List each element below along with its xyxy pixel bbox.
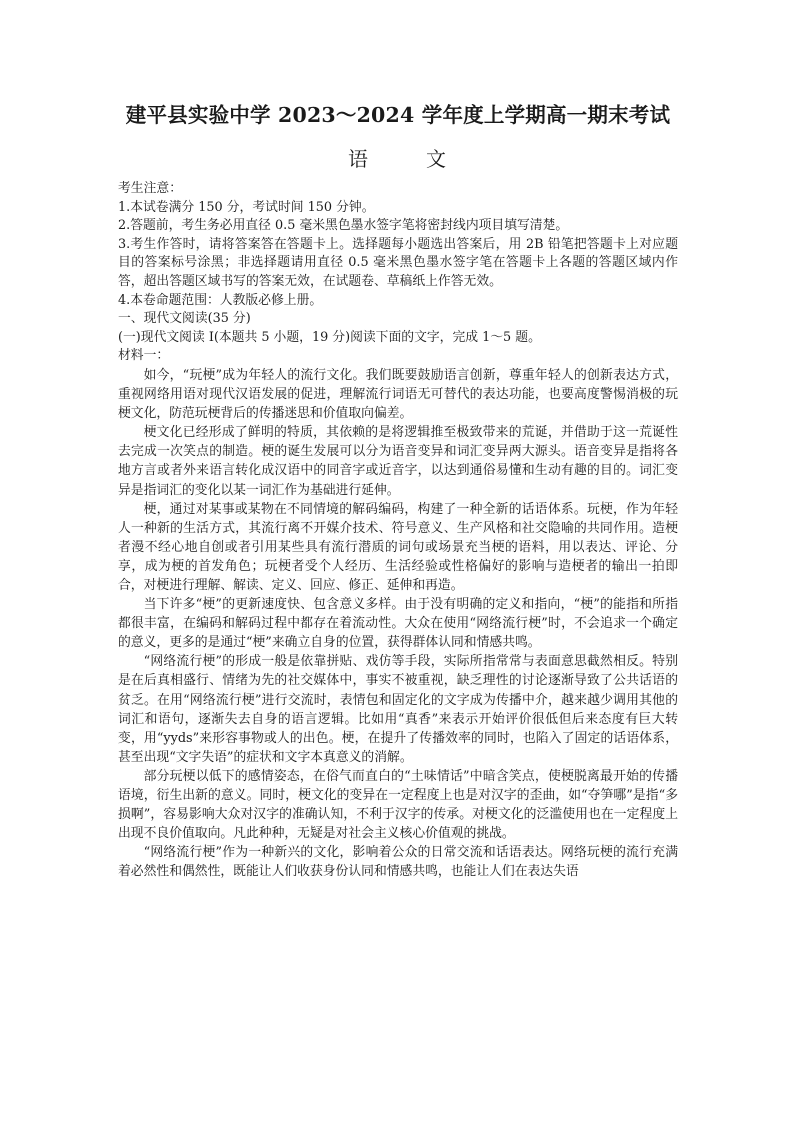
paragraph-1: 如今，“玩梗”成为年轻人的流行文化。我们既要鼓励语言创新，尊重年轻人的创新表达方式，重视网络用语对现代汉语发展的促进，理解流行词语无可替代的表达功能，也要高度警惕消极的玩梗文化，防范玩梗背后的传播迷思和价值取向偏差。 <box>118 367 678 422</box>
material-label: 材料一： <box>118 348 170 364</box>
subsection-title: (一)现代文阅读 Ⅰ(本题共 5 小题，19 分)阅读下面的文字，完成 1～5 题。 <box>118 329 541 345</box>
exam-page <box>118 102 678 881</box>
subject-title <box>118 146 678 172</box>
notice-heading: 考生注意： <box>118 181 182 196</box>
section-title: 一、现代文阅读(35 分) <box>118 311 251 327</box>
paragraph-3: 梗，通过对某事或某物在不同情境的解码编码，构建了一种全新的话语体系。玩梗，作为年轻人一种新的生活方式，其流行离不开媒介技术、符号意义、生产风格和社交隐喻的共同作用。造梗者漫不经心地自创或者引用某些具有流行潜质的词句或场景充当梗的语料，用以表达、评论、分享，成为梗的首发角色；玩梗者受个人经历、生活经验或性格偏好的影响与造梗者的输出一拍即合，对梗进行理解、解读、定义、回应、修正、延伸和再造。 <box>118 501 678 593</box>
subject-char-2: 文 <box>426 147 448 171</box>
paragraph-2: 梗文化已经形成了鲜明的特质，其依赖的是将逻辑推至极致带来的荒诞，并借助于这一荒诞性去完成一次笑点的制造。梗的诞生发展可以分为语音变异和词汇变异两大源头。语音变异是指将各地方言或者外来语言转化成汉语中的同音字或近音字，以达到通俗易懂和生动有趣的目的。词汇变异是指词汇的变化以某一词汇作为基础进行延伸。 <box>118 425 678 498</box>
exam-title: 建平县实验中学 2023～2024 学年度上学期高一期末考试 <box>125 103 671 127</box>
paragraph-5: “网络流行梗”的形成一般是依靠拼贴、戏仿等手段，实际所指常常与表面意思截然相反。特别是在后真相盛行、情绪为先的社交媒体中，事实不被重视，缺乏理性的讨论逐渐导致了公共话语的贫乏。在用“网络流行梗”进行交流时，表情包和固定化的文字成为传播中介，越来越少调用其他的词汇和语句，逐渐失去自身的语言逻辑。比如用“真香”来表示开始评价很低但后来态度有巨大转变，用“yyds”来形容事物或人的出色。梗，在提升了传播效率的同时，也陷入了固定的话语体系，甚至出现“文字失语”的症状和文字本真意义的消解。 <box>118 654 678 765</box>
notice-item-4: 4.本卷命题范围：人教版必修上册。 <box>118 292 323 308</box>
notice-item-2: 2.答题前，考生务必用直径 0.5 毫米黑色墨水签字笔将密封线内项目填写清楚。 <box>118 218 569 234</box>
paragraph-6: 部分玩梗以低下的感情姿态，在俗气而直白的“土味情话”中暗含笑点，使梗脱离最开始的传播语境，衍生出新的意义。同时，梗文化的变异在一定程度上也是对汉字的歪曲，如“夺笋哪”是指“多损啊”，容易影响大众对汉字的准确认知，不利于汉字的传承。对梗文化的泛滥使用也在一定程度上出现不良价值取向。凡此种种，无疑是对社会主义核心价值观的挑战。 <box>118 768 678 842</box>
subject-char-1: 语 <box>348 147 370 171</box>
paragraph-4: 当下许多“梗”的更新速度快、包含意义多样。由于没有明确的定义和指向，“梗”的能指和所指都很丰富，在编码和解码过程中都存在着流动性。大众在使用“网络流行梗”时，不会追求一个确定的意义，更多的是通过“梗”来确立自身的位置，获得群体认同和情感共鸣。 <box>118 597 678 651</box>
paragraph-7: “网络流行梗”作为一种新兴的文化，影响着公众的日常交流和话语表达。网络玩梗的流行充满着必然性和偶然性，既能让人们收获身份认同和情感共鸣，也能让人们在表达失语 <box>118 845 678 880</box>
notice-item-3: 3.考生作答时，请将答案答在答题卡上。选择题每小题选出答案后，用 2B 铅笔把答题卡上对应题目的答案标号涂黑；非选择题请用直径 0.5 毫米黑色墨水签字笔在答题卡上各题的答题区域内作答，超出答题区域书写的答案无效，在试题卷、草稿纸上作答无效。 <box>118 236 678 289</box>
notice-item-1: 1.本试卷满分 150 分，考试时间 150 分钟。 <box>118 199 375 215</box>
